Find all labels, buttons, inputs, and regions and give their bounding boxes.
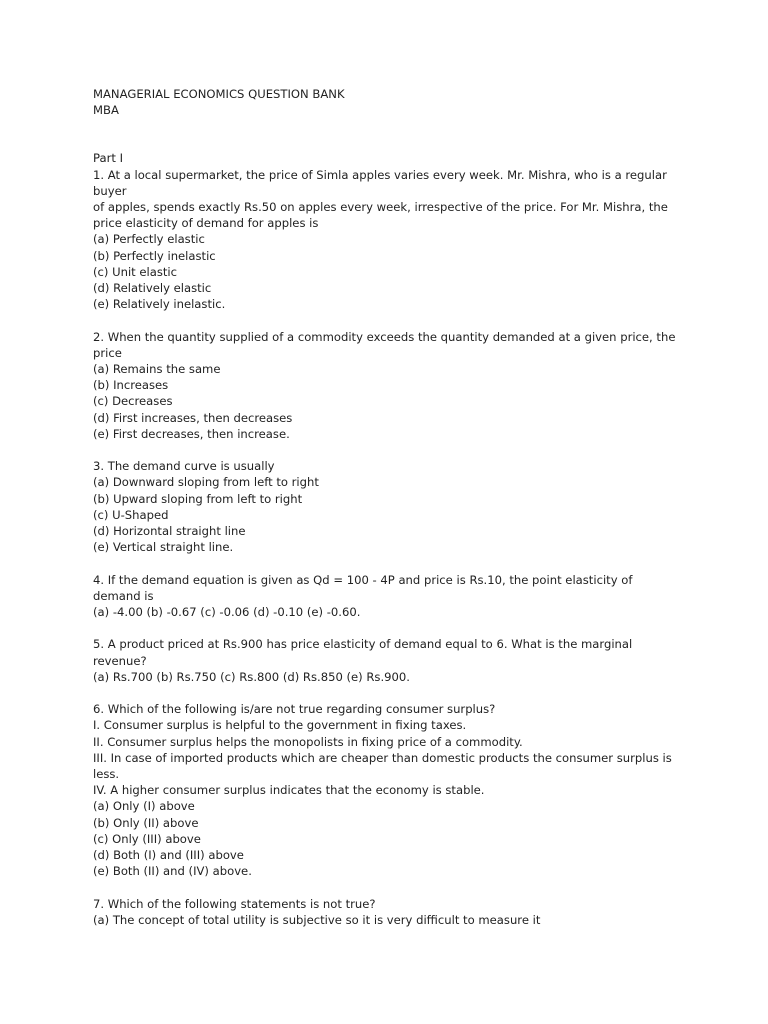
question-line: (a) -4.00 (b) -0.67 (c) -0.06 (d) -0.10 (e) -0.60. [93,605,361,620]
question-line: (c) Only (III) above [93,831,201,846]
question-line: IV. A higher consumer surplus indicates that the economy is stable. [93,783,485,798]
question-block [93,458,693,555]
question-line: (d) First increases, then decreases [93,410,293,425]
question-text: 4. If the demand equation is given as Qd = 100 - 4P and price is Rs.10, the point elasticity of [93,572,633,587]
question-line: (b) Upward sloping from left to right [93,491,303,506]
question-line: (a) Remains the same [93,362,221,377]
question-line: (b) Perfectly inelastic [93,248,216,263]
question-line: (a) The concept of total utility is subjective so it is very difficult to measure it [93,912,541,927]
question-line: (a) Rs.700 (b) Rs.750 (c) Rs.800 (d) Rs.850 (e) Rs.900. [93,669,410,684]
question-line: (c) Unit elastic [93,264,178,279]
question-line: (d) Both (I) and (III) above [93,848,244,863]
question-text: 2. When the quantity supplied of a commodity exceeds the quantity demanded at a given price, the [93,329,676,344]
question-line: (a) Only (I) above [93,799,195,814]
question-line: (c) Decreases [93,394,173,409]
part-heading: Part I [93,151,123,166]
question-line: demand is [93,588,154,603]
question-line: price [93,345,122,360]
question-text: 7. Which of the following statements is not true? [93,896,376,911]
question-block [93,636,693,685]
question-line: (a) Perfectly elastic [93,232,205,247]
question-text: 3. The demand curve is usually [93,459,275,474]
question-block [93,167,693,313]
question-line: III. In case of imported products which are cheaper than domestic products the consumer surplus is [93,750,672,765]
question-block [93,572,693,621]
document-body [93,86,693,928]
document-subtitle: MBA [93,103,119,118]
question-line: of apples, spends exactly Rs.50 on apples every week, irrespective of the price. For Mr. Mishra, the [93,200,668,215]
question-line: price elasticity of demand for apples is [93,216,319,231]
question-block [93,896,693,928]
question-line: I. Consumer surplus is helpful to the government in fixing taxes. [93,718,467,733]
question-text: 1. At a local supermarket, the price of Simla apples varies every week. Mr. Mishra, who is a regular [93,167,667,182]
document-title: MANAGERIAL ECONOMICS QUESTION BANK [93,87,345,101]
question-line: II. Consumer surplus helps the monopolists in fixing price of a commodity. [93,734,523,749]
question-line: (e) Both (II) and (IV) above. [93,864,252,879]
question-line: buyer [93,183,127,198]
question-line: revenue? [93,653,147,668]
question-line: (d) Horizontal straight line [93,524,246,539]
question-line: (b) Increases [93,378,169,393]
question-line: (c) U-Shaped [93,507,169,522]
question-line: (a) Downward sloping from left to right [93,475,319,490]
question-block [93,701,693,879]
question-line: (e) First decreases, then increase. [93,426,290,441]
question-text: 5. A product priced at Rs.900 has price elasticity of demand equal to 6. What is the marginal [93,637,633,652]
question-text: 6. Which of the following is/are not true regarding consumer surplus? [93,702,496,717]
question-list [93,167,693,928]
question-line: (e) Vertical straight line. [93,540,234,555]
question-block [93,329,693,442]
question-line: (d) Relatively elastic [93,281,212,296]
question-line: (e) Relatively inelastic. [93,297,226,312]
question-line: less. [93,767,120,782]
question-line: (b) Only (II) above [93,815,199,830]
